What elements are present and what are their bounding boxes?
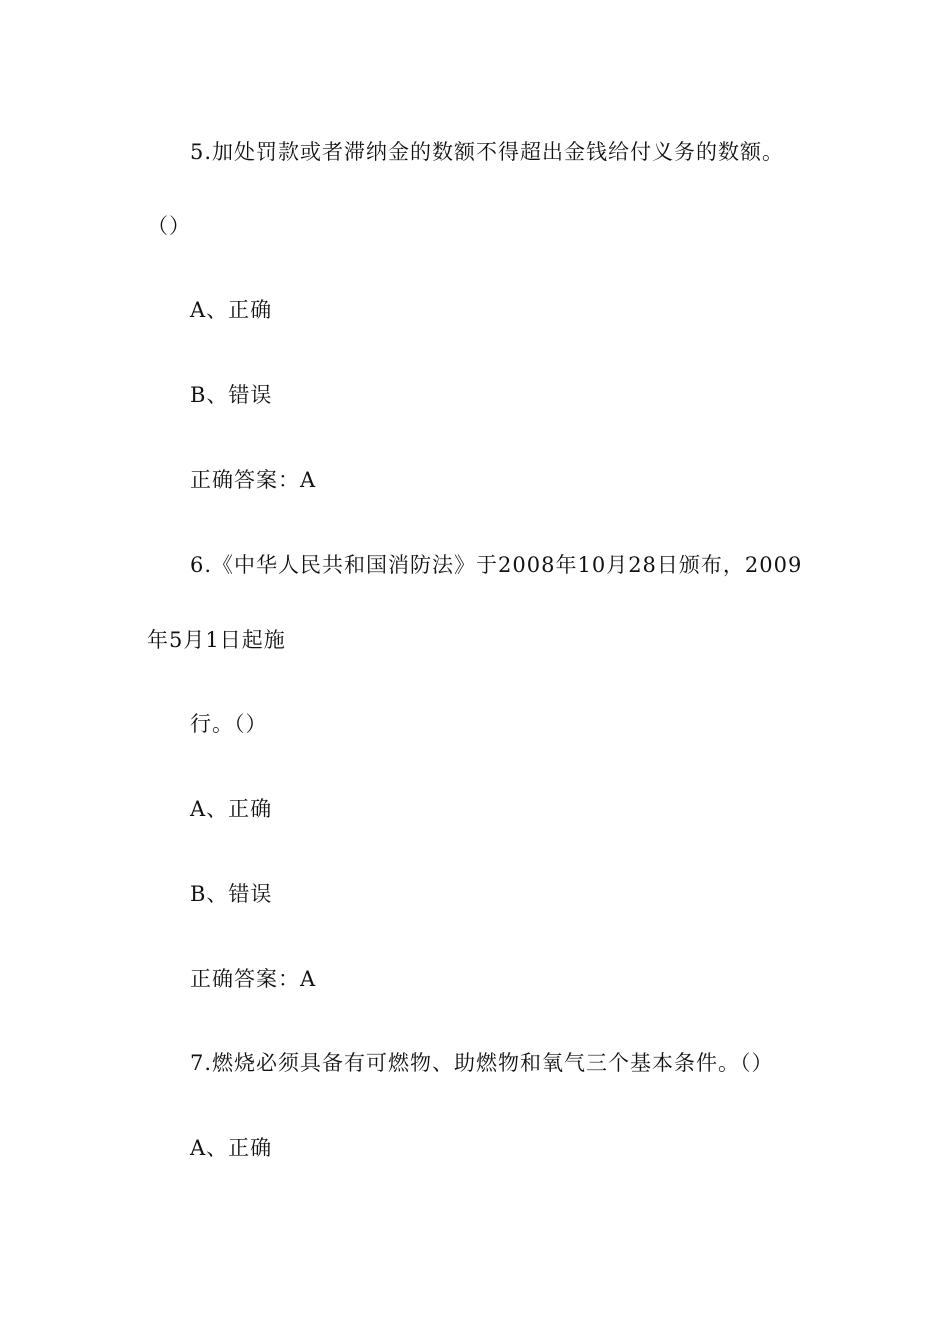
question-5-answer: 正确答案：A (190, 468, 317, 492)
question-6-option-a: A、正确 (190, 797, 273, 821)
question-5-option-b: B、错误 (190, 383, 273, 407)
question-6-stem-line1: 6.《中华人民共和国消防法》于2008年10月28日颁布，2009 (190, 553, 803, 577)
question-7-stem-line1: 7.燃烧必须具备有可燃物、助燃物和氧气三个基本条件。（） (190, 1051, 774, 1075)
question-7-option-a: A、正确 (190, 1136, 273, 1160)
question-6-option-b: B、错误 (190, 882, 273, 906)
question-6-stem-line2: 年5月1日起施 (147, 628, 286, 652)
question-6-stem-line3: 行。（） (190, 712, 268, 736)
question-5-option-a: A、正确 (190, 298, 273, 322)
question-6-answer: 正确答案：A (190, 967, 317, 991)
question-5-stem-line2: （） (147, 214, 191, 238)
question-5-stem-line1: 5.加处罚款或者滞纳金的数额不得超出金钱给付义务的数额。 (190, 140, 785, 164)
